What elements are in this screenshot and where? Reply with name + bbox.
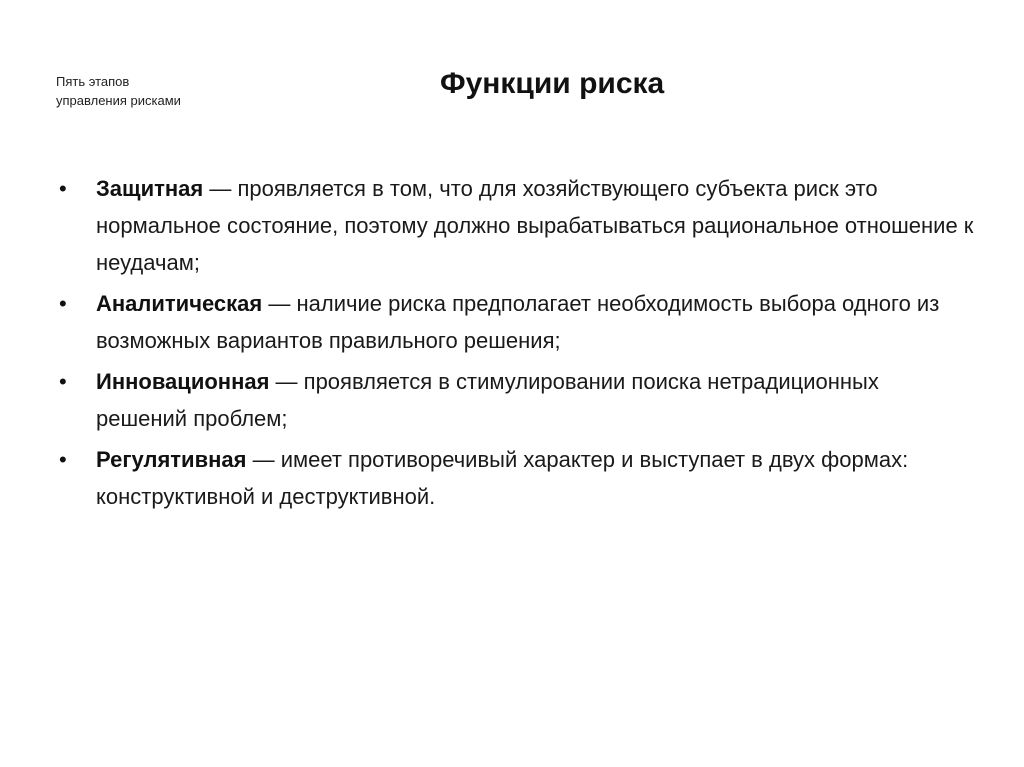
function-term: Защитная [96,176,204,201]
list-item-analytical [56,285,976,359]
list-item-protective [56,170,976,281]
functions-list [56,170,976,519]
list-item-text [96,170,976,281]
bullet-icon: • [59,291,67,316]
function-term: Аналитическая [96,291,263,316]
bullet-icon: • [59,447,67,472]
bullet-icon: • [59,176,67,201]
function-description: — проявляется в том, что для хозяйствующего субъекта риск это нормальное состояние, поэтому должно вырабатываться рациональное отношение к неудачам; [96,176,974,275]
bullet-icon: • [59,369,67,394]
section-label [56,72,296,110]
function-description: — наличие риска предполагает необходимость выбора одного из возможных вариантов правильного решения; [96,291,940,353]
function-description: — проявляется в стимулировании поиска нетрадиционных решений проблем; [96,369,879,431]
list-item-text [96,441,976,515]
function-description: — имеет противоречивый характер и выступает в двух формах: конструктивной и деструктивной. [96,447,909,509]
list-item-text [96,285,976,359]
list-item-regulatory [56,441,976,515]
function-term: Регулятивная [96,447,247,472]
slide-title: Функции риска [440,67,665,100]
section-label-line-1: Пять этапов [56,74,130,89]
function-term: Инновационная [96,369,270,394]
list-item-text [96,363,976,437]
list-item-innovative [56,363,976,437]
section-label-line-2: управления рисками [56,93,181,108]
